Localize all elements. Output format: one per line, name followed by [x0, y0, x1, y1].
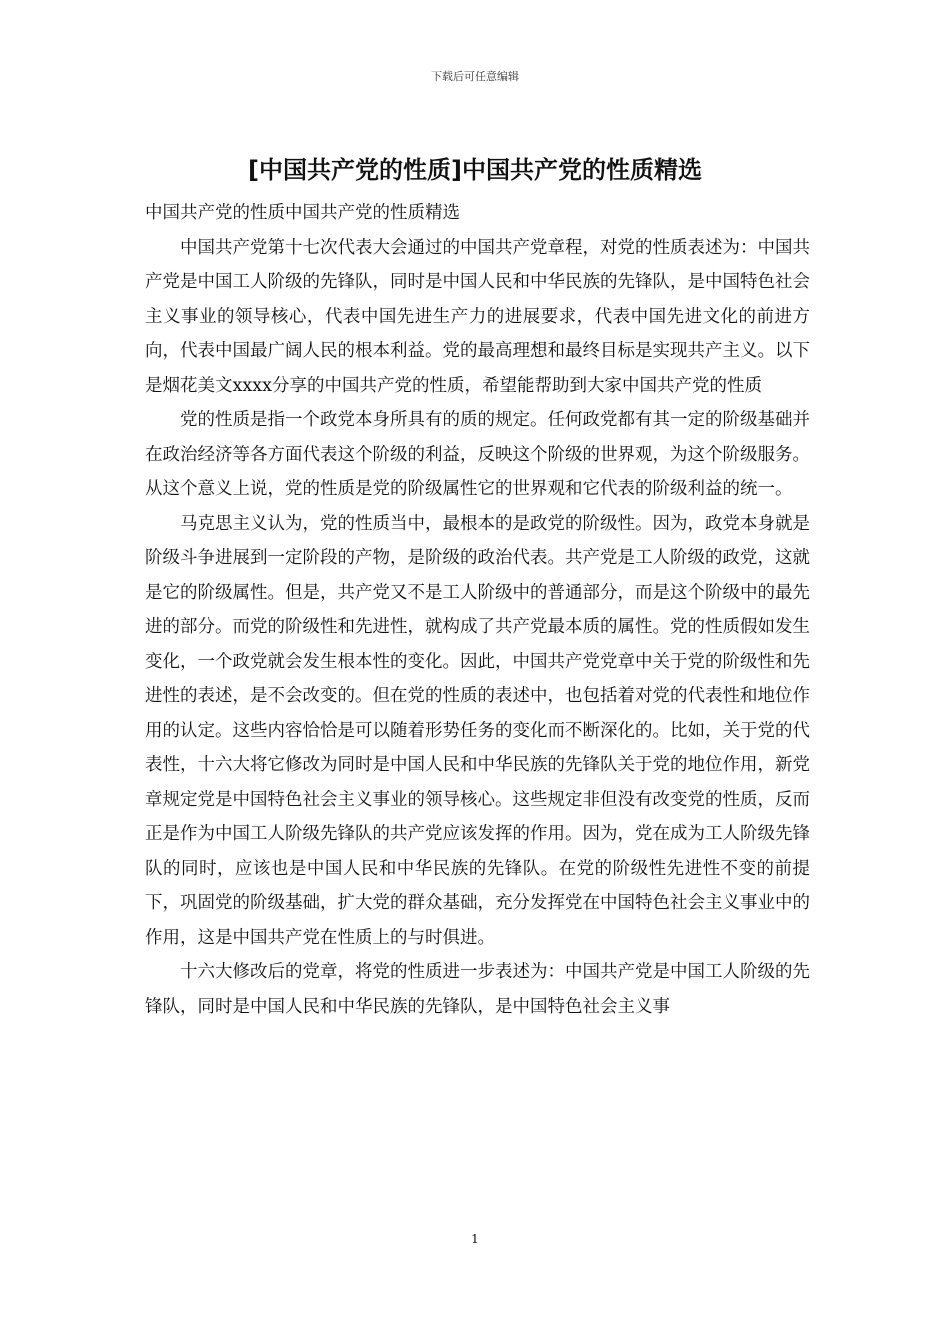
- subtitle: 中国共产党的性质中国共产党的性质精选: [145, 203, 460, 223]
- header-note: 下载后可任意编辑: [431, 70, 519, 83]
- page-number: 1: [471, 1232, 479, 1246]
- document-body: [145, 196, 810, 1024]
- paragraph-2: 党的性质是指一个政党本身所具有的质的规定。任何政党都有其一定的阶级基础并在政治经济等各方面代表这个阶级的利益，反映这个阶级的世界观，为这个阶级服务。从这个意义上说，党的性质是党的阶级属性它的世界观和它代表的阶级利益的统一。: [145, 410, 810, 499]
- page-title: [中国共产党的性质]中国共产党的性质精选: [248, 156, 702, 184]
- paragraph-3: 马克思主义认为，党的性质当中，最根本的是政党的阶级性。因为，政党本身就是阶级斗争进展到一定阶段的产物，是阶级的政治代表。共产党是工人阶级的政党，这就是它的阶级属性。但是，共产党又不是工人阶级中的普通部分，而是这个阶级中的最先进的部分。而党的阶级性和先进性，就构成了共产党最本质的属性。党的性质假如发生变化，一个政党就会发生根本性的变化。因此，中国共产党党章中关于党的阶级性和先进性的表述，是不会改变的。但在党的性质的表述中，也包括着对党的代表性和地位作用的认定。这些内容恰恰是可以随着形势任务的变化而不断深化的。比如，关于党的代表性，十六大将它修改为同时是中国人民和中华民族的先锋队关于党的地位作用，新党章规定党是中国特色社会主义事业的领导核心。这些规定非但没有改变党的性质，反而正是作为中国工人阶级先锋队的共产党应该发挥的作用。因为，党在成为工人阶级先锋队的同时，应该也是中国人民和中华民族的先锋队。在党的阶级性先进性不变的前提下，巩固党的阶级基础，扩大党的群众基础，充分发挥党在中国特色社会主义事业中的作用，这是中国共产党在性质上的与时俱进。: [145, 513, 810, 948]
- paragraph-1: 中国共产党第十七次代表大会通过的中国共产党章程，对党的性质表述为：中国共产党是中国工人阶级的先锋队，同时是中国人民和中华民族的先锋队，是中国特色社会主义事业的领导核心，代表中国先进生产力的进展要求，代表中国先进文化的前进方向，代表中国最广阔人民的根本利益。党的最高理想和最终目标是实现共产主义。以下是烟花美文xxxx分享的中国共产党的性质，希望能帮助到大家中国共产党的性质: [145, 237, 810, 396]
- paragraph-4: 十六大修改后的党章，将党的性质进一步表述为：中国共产党是中国工人阶级的先锋队，同时是中国人民和中华民族的先锋队，是中国特色社会主义事: [145, 962, 810, 1017]
